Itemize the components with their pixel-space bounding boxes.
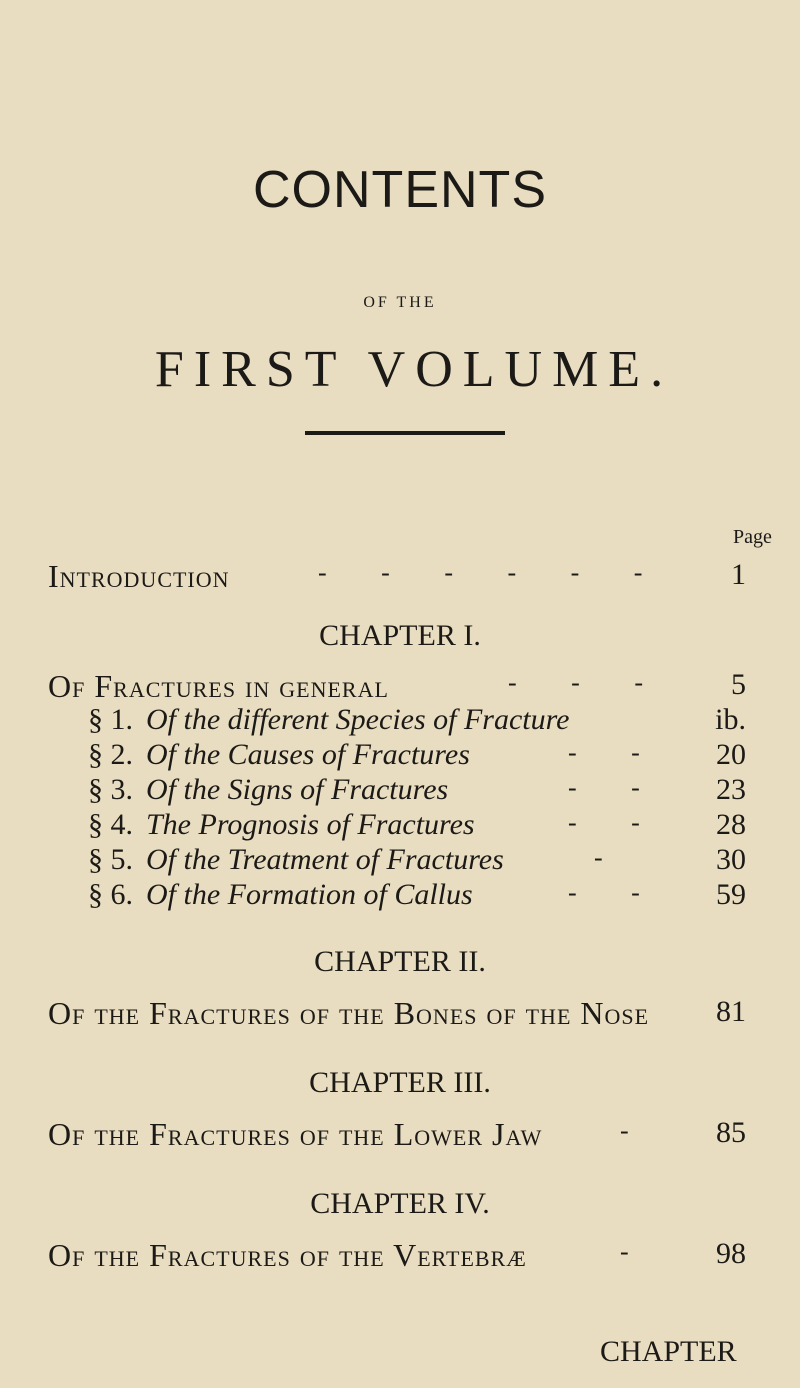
entry-leader: -	[620, 1116, 653, 1145]
section-page: ib.	[715, 703, 746, 736]
chapter-heading: CHAPTER III.	[309, 1066, 491, 1099]
section-number: § 3.	[88, 773, 133, 806]
entry-title: Of the Fractures of the Lower Jaw	[48, 1116, 543, 1152]
section-page: 28	[716, 808, 746, 841]
entry-leader: -	[594, 843, 627, 872]
section-number: § 2.	[88, 738, 133, 771]
chapter-heading: CHAPTER I.	[319, 619, 481, 652]
section-title: Of the Signs of Fractures	[146, 773, 449, 806]
toc-entry-chapter	[0, 1116, 800, 1152]
entry-leader: - -	[568, 878, 664, 907]
entry-leader: - -	[568, 808, 664, 837]
toc-entry-chapter	[0, 1237, 800, 1273]
entry-page: 81	[716, 995, 746, 1028]
section-page: 59	[716, 878, 746, 911]
catchword: CHAPTER	[600, 1335, 737, 1368]
page-column-label: Page	[733, 526, 772, 548]
chapter-heading: CHAPTER II.	[314, 945, 486, 978]
toc-entry-section	[0, 808, 800, 844]
entry-leader: - - -	[508, 668, 667, 697]
toc-entry-chapter	[0, 668, 800, 704]
section-number: § 6.	[88, 878, 133, 911]
chapter-heading: CHAPTER IV.	[310, 1187, 490, 1220]
section-number: § 1.	[88, 703, 133, 736]
section-title: Of the Treatment of Fractures	[146, 843, 504, 876]
entry-page: 98	[716, 1237, 746, 1270]
divider-rule	[305, 431, 505, 435]
toc-entry-chapter	[0, 995, 800, 1031]
entry-leader: -	[620, 1237, 653, 1266]
entry-page: 1	[731, 558, 746, 591]
entry-page: 5	[731, 668, 746, 701]
volume-title: FIRST VOLUME.	[154, 341, 674, 398]
entry-title: Introduction	[48, 558, 230, 594]
entry-leader: - -	[568, 738, 664, 767]
section-page: 23	[716, 773, 746, 806]
section-page: 20	[716, 738, 746, 771]
section-title: Of the Causes of Fractures	[146, 738, 470, 771]
page-title: CONTENTS	[253, 161, 547, 219]
toc-entry-section	[0, 843, 800, 879]
subtitle-of-the: OF THE	[363, 294, 437, 311]
section-title: Of the different Species of Fracture	[146, 703, 570, 736]
toc-entry-section	[0, 738, 800, 774]
toc-entry-section	[0, 703, 800, 739]
section-number: § 5.	[88, 843, 133, 876]
entry-leader: - -	[568, 773, 664, 802]
toc-entry-section	[0, 773, 800, 809]
entry-page: 85	[716, 1116, 746, 1149]
toc-entry-introduction	[0, 558, 800, 594]
entry-leader: - - - - - -	[318, 558, 667, 587]
section-title: The Prognosis of Fractures	[146, 808, 475, 841]
entry-title: Of the Fractures of the Vertebræ	[48, 1237, 527, 1273]
toc-entry-section	[0, 878, 800, 914]
section-title: Of the Formation of Callus	[146, 878, 473, 911]
entry-title: Of Fractures in general	[48, 668, 389, 704]
section-number: § 4.	[88, 808, 133, 841]
section-page: 30	[716, 843, 746, 876]
entry-title: Of the Fractures of the Bones of the Nose	[48, 995, 650, 1031]
